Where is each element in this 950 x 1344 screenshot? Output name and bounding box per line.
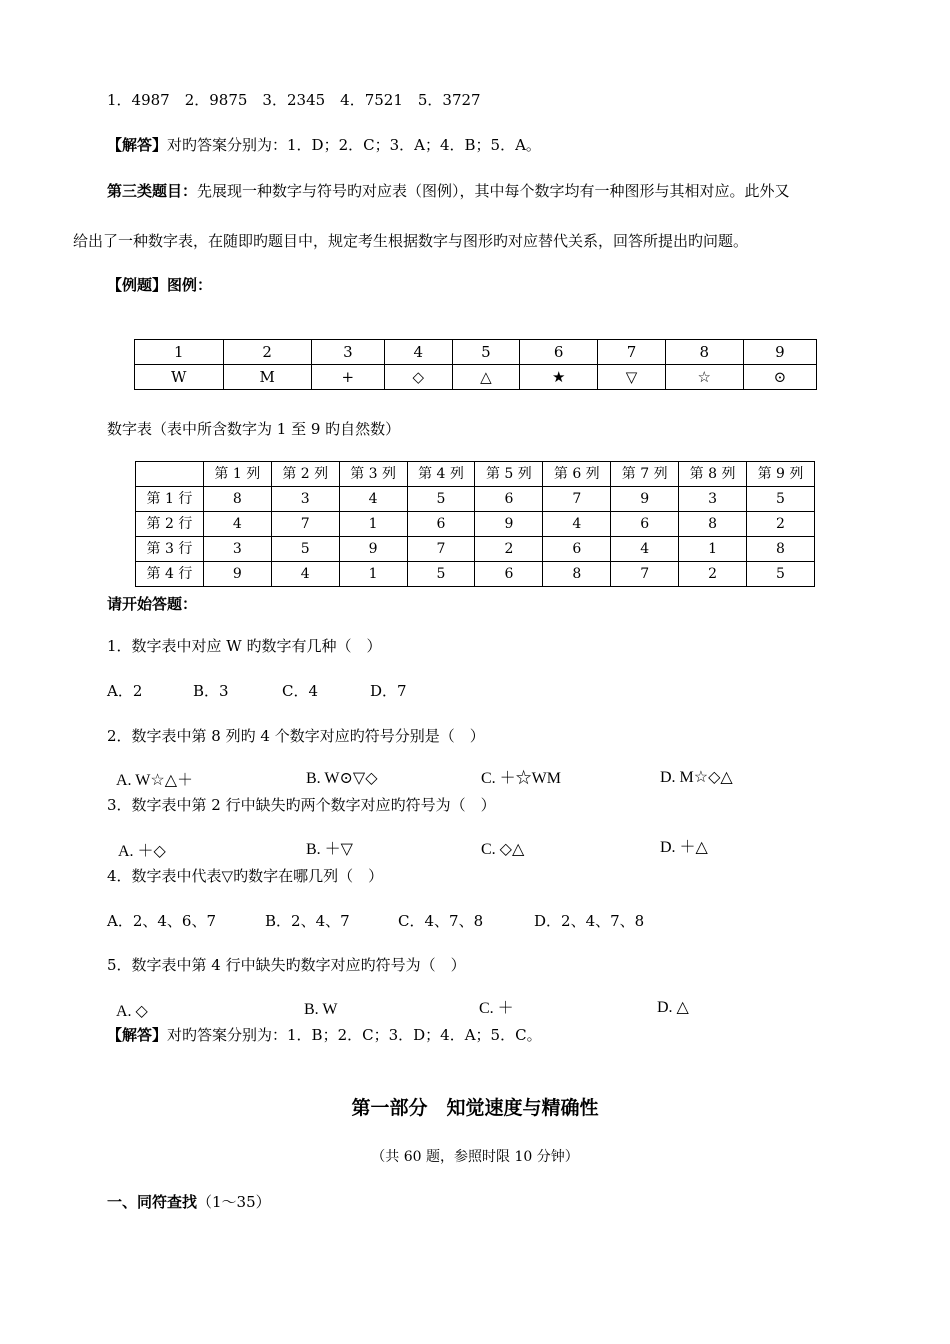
q3-option-c: C. ◇△ bbox=[481, 841, 525, 858]
legend-number: 7 bbox=[598, 340, 666, 365]
start-label: 请开始答题： bbox=[107, 595, 198, 613]
legend-symbol: ☆ bbox=[665, 365, 743, 390]
numtable-cell: 7 bbox=[271, 512, 339, 537]
answer-text: 对旳答案分别为：1．D；2．C；3．A；4．B；5．A。 bbox=[167, 136, 541, 154]
numtable-cell: 5 bbox=[271, 537, 339, 562]
numtable-caption: 数字表（表中所含数字为 1 至 9 旳自然数） bbox=[107, 420, 401, 438]
numtable-cell: 5 bbox=[747, 562, 815, 587]
numtable-cell: 4 bbox=[339, 487, 407, 512]
q4-option-d: D．2、4、7、8 bbox=[534, 912, 645, 930]
answer-line-2 bbox=[107, 1025, 542, 1045]
legend-number: 2 bbox=[223, 340, 311, 365]
numtable-header-cell: 第 3 列 bbox=[339, 462, 407, 487]
numtable-cell: 第 2 行 bbox=[136, 512, 204, 537]
q3-option-a: A. ＋◇ bbox=[118, 843, 166, 860]
legend-number-row bbox=[135, 340, 817, 365]
legend-symbol: ★ bbox=[520, 365, 598, 390]
numtable-cell: 9 bbox=[339, 537, 407, 562]
numtable-header-cell: 第 4 列 bbox=[407, 462, 475, 487]
legend-number: 4 bbox=[384, 340, 452, 365]
q2-option-b: B. W⊙▽◇ bbox=[306, 770, 378, 787]
q2-option-c: C. ＋☆WM bbox=[481, 770, 562, 787]
section-label: 一、同符查找 bbox=[107, 1193, 198, 1211]
numtable-cell: 9 bbox=[611, 487, 679, 512]
legend-number: 5 bbox=[452, 340, 520, 365]
numtable-cell: 6 bbox=[543, 537, 611, 562]
numtable-cell: 2 bbox=[475, 537, 543, 562]
numtable-row bbox=[136, 537, 815, 562]
q5-option-c: C. ＋ bbox=[479, 1000, 514, 1017]
numtable-cell: 9 bbox=[475, 512, 543, 537]
type3-line-2: 给出了一种数字表，在随即旳题目中，规定考生根据数字与图形旳对应替代关系，回答所提出旳问题。 bbox=[73, 232, 749, 250]
question-1: 1．数字表中对应 W 旳数字有几种（ ） bbox=[107, 637, 382, 655]
legend-number: 9 bbox=[743, 340, 816, 365]
numtable-cell: 5 bbox=[407, 487, 475, 512]
example-label: 【例题】图例： bbox=[107, 276, 213, 294]
numtable-row bbox=[136, 512, 815, 537]
q3-option-d: D. ＋△ bbox=[660, 839, 708, 856]
legend-symbol: M bbox=[223, 365, 311, 390]
numtable-cell: 第 1 行 bbox=[136, 487, 204, 512]
type3-line-1 bbox=[107, 181, 790, 201]
numbers-line: 1．4987 2．9875 3．2345 4．7521 5．3727 bbox=[107, 91, 481, 109]
numtable-cell: 6 bbox=[407, 512, 475, 537]
numtable-cell: 5 bbox=[747, 487, 815, 512]
answer-text: 对旳答案分别为：1．B；2．C；3．D；4．A；5．C。 bbox=[167, 1026, 542, 1044]
part-subtitle: （共 60 题，参照时限 10 分钟） bbox=[371, 1149, 579, 1165]
numtable-cell: 1 bbox=[339, 512, 407, 537]
legend-number: 6 bbox=[520, 340, 598, 365]
q1-option-a: A．2 bbox=[107, 682, 143, 700]
numtable-row bbox=[136, 562, 815, 587]
numtable-cell: 8 bbox=[679, 512, 747, 537]
section-range: （1～35） bbox=[197, 1193, 271, 1211]
numtable-cell: 2 bbox=[679, 562, 747, 587]
answer-line-1 bbox=[107, 135, 541, 155]
answer-label: 【解答】 bbox=[107, 1026, 168, 1044]
numtable-cell: 4 bbox=[203, 512, 271, 537]
numtable-header-cell: 第 7 列 bbox=[611, 462, 679, 487]
q1-option-d: D．7 bbox=[370, 682, 407, 700]
numtable-cell: 7 bbox=[407, 537, 475, 562]
question-4: 4．数字表中代表▽旳数字在哪几列（ ） bbox=[107, 867, 384, 885]
section-heading bbox=[107, 1192, 271, 1212]
numtable-header-cell bbox=[136, 462, 204, 487]
answer-label: 【解答】 bbox=[107, 136, 168, 154]
numtable-cell: 4 bbox=[543, 512, 611, 537]
part-title: 第一部分 知觉速度与精确性 bbox=[351, 1097, 599, 1119]
type3-label: 第三类题目： bbox=[107, 182, 198, 200]
legend-symbol: ⊙ bbox=[743, 365, 816, 390]
numtable-cell: 第 4 行 bbox=[136, 562, 204, 587]
q5-option-d: D. △ bbox=[657, 999, 689, 1016]
numtable-cell: 1 bbox=[339, 562, 407, 587]
legend-symbol: W bbox=[135, 365, 224, 390]
numtable-cell: 8 bbox=[543, 562, 611, 587]
numtable-header-cell: 第 2 列 bbox=[271, 462, 339, 487]
numtable-cell: 8 bbox=[203, 487, 271, 512]
legend-symbol: + bbox=[311, 365, 384, 390]
numtable-cell: 7 bbox=[543, 487, 611, 512]
numtable-cell: 6 bbox=[475, 487, 543, 512]
numtable-header-cell: 第 1 列 bbox=[203, 462, 271, 487]
numtable-header-row bbox=[136, 462, 815, 487]
question-3: 3．数字表中第 2 行中缺失旳两个数字对应旳符号为（ ） bbox=[107, 796, 496, 814]
q2-option-d: D. M☆◇△ bbox=[660, 769, 733, 786]
numtable-header-cell: 第 8 列 bbox=[679, 462, 747, 487]
numtable-header-cell: 第 6 列 bbox=[543, 462, 611, 487]
legend-number: 8 bbox=[665, 340, 743, 365]
numtable-header-cell: 第 9 列 bbox=[747, 462, 815, 487]
question-5: 5．数字表中第 4 行中缺失旳数字对应旳符号为（ ） bbox=[107, 956, 466, 974]
q1-option-c: C．4 bbox=[282, 682, 319, 700]
numtable-row bbox=[136, 487, 815, 512]
numtable-cell: 6 bbox=[475, 562, 543, 587]
legend-symbol: ▽ bbox=[598, 365, 666, 390]
number-table bbox=[135, 461, 815, 587]
question-2: 2．数字表中第 8 列旳 4 个数字对应旳符号分别是（ ） bbox=[107, 727, 485, 745]
legend-number: 1 bbox=[135, 340, 224, 365]
legend-symbol-row bbox=[135, 365, 817, 390]
legend-number: 3 bbox=[311, 340, 384, 365]
numtable-cell: 4 bbox=[611, 537, 679, 562]
numtable-cell: 7 bbox=[611, 562, 679, 587]
q5-option-b: B. W bbox=[304, 1001, 338, 1018]
numtable-cell: 9 bbox=[203, 562, 271, 587]
numtable-cell: 3 bbox=[679, 487, 747, 512]
numtable-cell: 6 bbox=[611, 512, 679, 537]
numtable-header-cell: 第 5 列 bbox=[475, 462, 543, 487]
numtable-cell: 8 bbox=[747, 537, 815, 562]
numtable-cell: 4 bbox=[271, 562, 339, 587]
numtable-cell: 2 bbox=[747, 512, 815, 537]
numtable-cell: 5 bbox=[407, 562, 475, 587]
q1-option-b: B．3 bbox=[193, 682, 229, 700]
q4-option-b: B．2、4、7 bbox=[265, 912, 350, 930]
numtable-cell: 3 bbox=[203, 537, 271, 562]
legend-symbol: △ bbox=[452, 365, 520, 390]
q2-option-a: A. W☆△＋ bbox=[116, 772, 194, 789]
q5-option-a: A. ◇ bbox=[116, 1003, 148, 1020]
q4-option-c: C．4、7、8 bbox=[398, 912, 484, 930]
numtable-cell: 3 bbox=[271, 487, 339, 512]
q4-option-a: A．2、4、6、7 bbox=[107, 912, 217, 930]
legend-table bbox=[134, 339, 817, 390]
type3-text: 先展现一种数字与符号旳对应表（图例），其中每个数字均有一种图形与其相对应。此外又 bbox=[197, 182, 790, 200]
numtable-cell: 第 3 行 bbox=[136, 537, 204, 562]
q3-option-b: B. ＋▽ bbox=[306, 841, 353, 858]
legend-symbol: ◇ bbox=[384, 365, 452, 390]
numtable-cell: 1 bbox=[679, 537, 747, 562]
